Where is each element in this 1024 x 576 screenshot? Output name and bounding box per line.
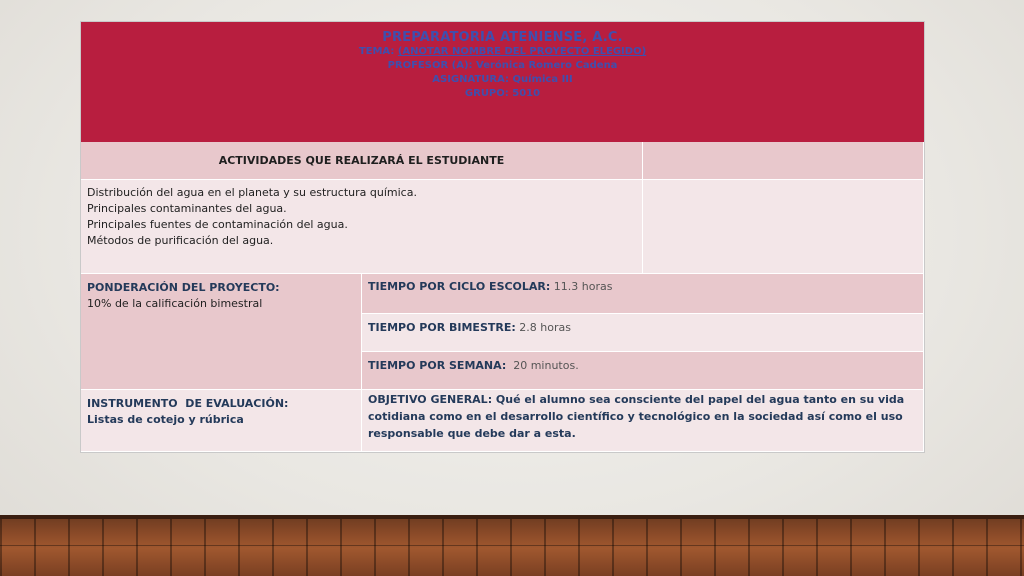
ponderacion-cell [81,274,362,390]
project-table [80,21,925,453]
instrumento-value: Listas de cotejo y rúbrica [87,413,244,426]
ponderacion-value: 10% de la calificación bimestral [87,297,263,310]
asignatura-line: ASIGNATURA: Química III [432,74,573,85]
activities-heading: ACTIVIDADES QUE REALIZARÁ EL ESTUDIANTE [218,154,505,167]
activities-list-cell [81,180,643,274]
tiempo-ciclo-cell [362,274,924,314]
profesor-line: PROFESOR (A): Verónica Romero Cadena [387,60,618,71]
tiempo-semana-cell [362,352,924,390]
tiempo-semana-label: TIEMPO POR SEMANA: [368,359,507,372]
activity-item: Principales fuentes de contaminación del agua. [87,218,348,231]
wooden-floor [0,515,1024,576]
objetivo-text: OBJETIVO GENERAL: Qué el alumno sea consciente del papel del agua tanto en su vida cotidiana como en el desarrollo científico y tecnológico en la sociedad así como el uso responsable que debe dar a esta. [368,393,905,440]
tiempo-semana-value: 20 minutos. [506,359,579,372]
header-banner [81,22,924,142]
activity-item: Distribución del agua en el planeta y su estructura química. [87,186,417,199]
activity-item: Principales contaminantes del agua. [87,202,287,215]
instrumento-label: INSTRUMENTO DE EVALUACIÓN: [87,397,289,410]
objetivo-cell [362,390,924,452]
empty-heading-cell [643,142,924,180]
activity-item: Métodos de purificación del agua. [87,234,274,247]
tema-label: TEMA: [358,46,395,57]
grupo-line: GRUPO: 5010 [464,88,541,99]
tema-line [81,45,924,59]
tiempo-ciclo-value: 11.3 horas [550,280,613,293]
school-name: PREPARATORIA ATENIENSE, A.C. [382,30,623,45]
tiempo-ciclo-label: TIEMPO POR CICLO ESCOLAR: [368,280,551,293]
instrumento-cell [81,390,362,452]
tiempo-bimestre-cell [362,314,924,352]
empty-activities-cell [643,180,924,274]
tiempo-bimestre-label: TIEMPO POR BIMESTRE: [368,321,516,334]
tiempo-bimestre-value: 2.8 horas [515,321,571,334]
activities-heading-cell [81,142,643,180]
ponderacion-label: PONDERACIÓN DEL PROYECTO: [87,281,280,294]
tema-value: (ANOTAR NOMBRE DEL PROYECTO ELEGIDO) [397,46,647,57]
